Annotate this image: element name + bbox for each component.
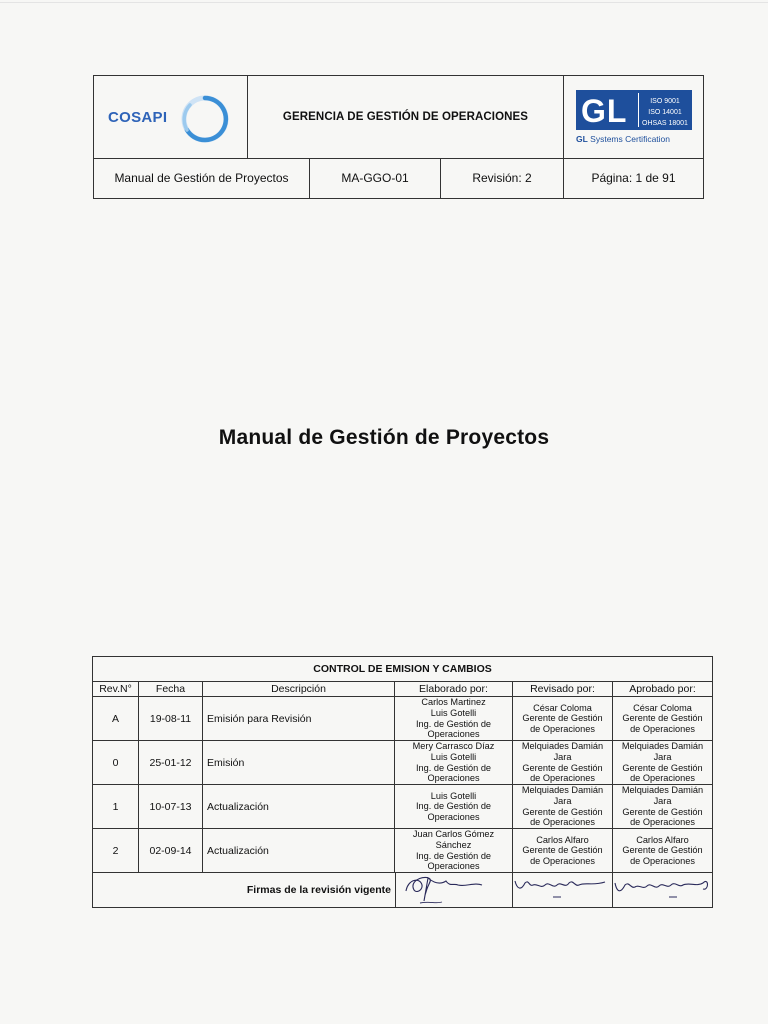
document-title: Manual de Gestión de Proyectos: [218, 426, 550, 449]
page-number: Página: 1 de 91: [591, 171, 676, 185]
cosapi-ring-icon: [178, 92, 232, 146]
control-table-title: CONTROL DE EMISION Y CAMBIOS: [93, 657, 712, 682]
column-header-reviewed: Revisado por:: [513, 681, 613, 697]
header-bottom-row: [94, 158, 703, 198]
cell-line: Jara: [553, 795, 572, 806]
cell-line: Ing. de Gestión de: [415, 801, 492, 812]
certification-standard: ISO 9001: [650, 98, 680, 105]
prepared-by-cell: [395, 741, 513, 785]
cell-line: Ing. de Gestión de: [415, 850, 492, 861]
cell-line: Melquiades Damián: [521, 741, 604, 752]
gl-certification-icon: [576, 90, 692, 130]
reviewed-by-cell: [513, 785, 613, 829]
cell-line: Carlos Martinez: [421, 697, 486, 708]
cell-line: Operaciones: [427, 773, 480, 784]
column-header-date: Fecha: [139, 681, 203, 697]
cell-line: Carlos Alfaro: [536, 834, 589, 845]
column-header-rev: Rev.N°: [93, 681, 139, 697]
document-code: MA-GGO-01: [310, 158, 441, 198]
cell-line: de Operaciones: [630, 817, 695, 828]
cell-line: Mery Carrasco Díaz: [412, 741, 495, 752]
cell-line: Operaciones: [427, 861, 480, 872]
handwritten-signature-prepared: [396, 873, 514, 907]
cell-line: Jara: [553, 751, 572, 762]
cell-line: Jara: [653, 751, 672, 762]
cell-line: Luis Gotelli: [430, 790, 477, 801]
reviewed-by-cell: [513, 829, 613, 873]
cell-line: Gerente de Gestión: [522, 762, 603, 773]
date-cell: 10-07-13: [139, 785, 203, 829]
page-edge-line: [0, 2, 768, 3]
cell-line: Carlos Alfaro: [636, 834, 689, 845]
cell-line: César Coloma: [633, 702, 692, 713]
cell-line: Gerente de Gestión: [522, 713, 603, 724]
description-cell: Actualización: [203, 785, 395, 829]
brand-name: COSAPI: [108, 109, 168, 126]
certification-caption: GL Systems Certification: [576, 134, 671, 144]
handwritten-signature-reviewed: [513, 873, 613, 907]
prepared-by-cell: [395, 697, 513, 741]
column-header-prepared: Elaborado por:: [395, 681, 513, 697]
approved-by-cell: [613, 785, 712, 829]
signature-approved: [613, 873, 712, 907]
cell-line: Juan Carlos Gómez: [412, 829, 495, 840]
cosapi-logo: [94, 76, 248, 158]
revision-number: Revisión: 2: [441, 158, 564, 198]
certification-standard: ISO 14001: [648, 109, 682, 116]
column-header-approved: Aprobado por:: [613, 681, 712, 697]
document-header: [93, 75, 704, 199]
signature-prepared: [395, 873, 513, 907]
signature-reviewed: [513, 873, 613, 907]
handwritten-signature-approved: [613, 873, 712, 907]
cell-line: de Operaciones: [630, 723, 695, 734]
cell-line: Luis Gotelli: [430, 751, 477, 762]
control-table: [92, 656, 713, 908]
certification-logo: [564, 76, 703, 158]
cell-line: Operaciones: [427, 811, 480, 822]
cell-line: Melquiades Damián: [621, 741, 704, 752]
rev-cell: 1: [93, 785, 139, 829]
department-title: GERENCIA DE GESTIÓN DE OPERACIONES: [282, 111, 529, 123]
reviewed-by-cell: [513, 741, 613, 785]
cell-line: de Operaciones: [530, 723, 595, 734]
header-top-row: [94, 76, 703, 159]
rev-cell: 0: [93, 741, 139, 785]
cell-line: Luis Gotelli: [430, 707, 477, 718]
certification-standard: OHSAS 18001: [642, 120, 688, 127]
prepared-by-cell: [395, 829, 513, 873]
description-cell: Emisión para Revisión: [203, 697, 395, 741]
rev-cell: A: [93, 697, 139, 741]
signatures-label: Firmas de la revisión vigente: [246, 884, 391, 896]
date-cell: 02-09-14: [139, 829, 203, 873]
approved-by-cell: [613, 829, 712, 873]
cell-line: Sánchez: [435, 839, 472, 850]
column-header-description: Descripción: [203, 681, 395, 697]
cell-line: Operaciones: [427, 729, 480, 740]
description-cell: Emisión: [203, 741, 395, 785]
cell-line: de Operaciones: [630, 855, 695, 866]
prepared-by-cell: [395, 785, 513, 829]
cell-line: César Coloma: [533, 702, 592, 713]
cell-line: Gerente de Gestión: [622, 806, 703, 817]
approved-by-cell: [613, 697, 712, 741]
date-cell: 25-01-12: [139, 741, 203, 785]
description-cell: Actualización: [203, 829, 395, 873]
cell-line: Ing. de Gestión de: [415, 762, 492, 773]
cell-line: de Operaciones: [530, 855, 595, 866]
manual-name: Manual de Gestión de Proyectos: [94, 158, 310, 198]
reviewed-by-cell: [513, 697, 613, 741]
approved-by-cell: [613, 741, 712, 785]
cell-line: Melquiades Damián: [621, 785, 704, 796]
department-title-cell: [248, 76, 564, 158]
date-cell: 19-08-11: [139, 697, 203, 741]
gl-mark-text: GL: [581, 93, 628, 129]
cell-line: Melquiades Damián: [521, 785, 604, 796]
cell-line: de Operaciones: [530, 817, 595, 828]
cell-line: Gerente de Gestión: [522, 845, 603, 856]
cell-line: Gerente de Gestión: [522, 806, 603, 817]
cell-line: de Operaciones: [530, 773, 595, 784]
cell-line: Gerente de Gestión: [622, 845, 703, 856]
cell-line: de Operaciones: [630, 773, 695, 784]
cell-line: Gerente de Gestión: [622, 713, 703, 724]
cell-line: Gerente de Gestión: [622, 762, 703, 773]
cell-line: Ing. de Gestión de: [415, 718, 492, 729]
rev-cell: 2: [93, 829, 139, 873]
cell-line: Jara: [653, 795, 672, 806]
